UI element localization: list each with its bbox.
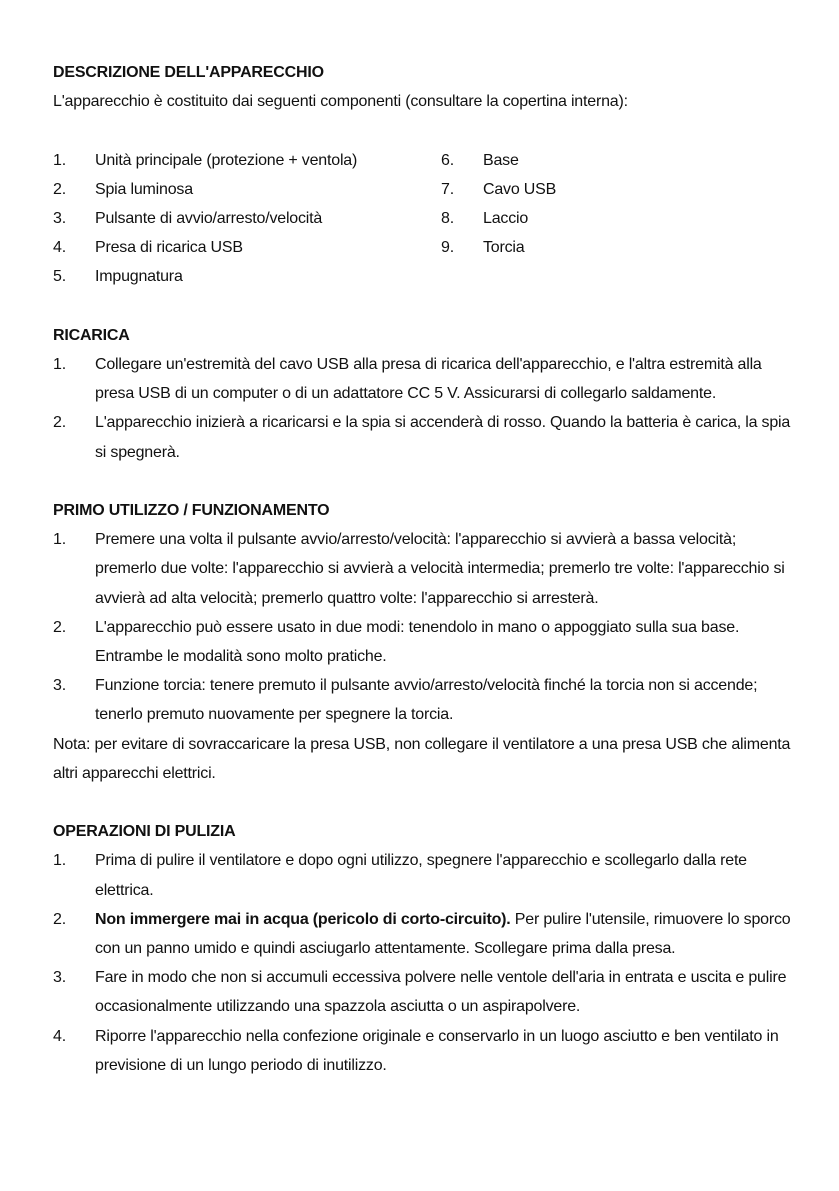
list-item [53, 613, 793, 671]
section-title-cleaning: OPERAZIONI DI PULIZIA [53, 823, 236, 841]
component-label: Spia luminosa [95, 180, 193, 198]
list-number: 3. [53, 677, 66, 695]
list-text: L'apparecchio inizierà a ricaricarsi e la spia si accenderà di rosso. Quando la batteria è carica, la spia si spegnerà. [95, 414, 791, 461]
component-label: Laccio [483, 210, 529, 227]
description-intro: L'apparecchio è costituito dai seguenti componenti (consultare la copertina interna): [53, 93, 628, 111]
list-text: Per pulire l'utensile, rimuovere lo sporco con un panno umido e quindi asciugarlo attentamente. Scollegare prima dalla presa. [95, 910, 791, 958]
list-item [441, 233, 781, 262]
warning-text: Non immergere mai in acqua (pericolo di corto-circuito). [95, 910, 511, 928]
section-title-charging: RICARICA [53, 326, 130, 344]
list-number: 2. [53, 414, 66, 432]
list-item [53, 963, 793, 1021]
list-number: 1. [53, 151, 66, 169]
first-use-list [53, 525, 793, 729]
list-item [53, 233, 441, 262]
list-number: 1. [53, 852, 66, 870]
document-page [53, 58, 793, 1080]
list-text: Fare in modo che non si accumuli eccessiva polvere nelle ventole dell'aria in entrata e uscita e pulire occasionalmente utilizzando una spazzola asciutta o un aspirapolvere. [95, 969, 787, 1016]
list-item [53, 262, 441, 291]
list-number: 2. [53, 180, 66, 198]
section-cleaning [53, 817, 793, 1080]
list-number: 3. [53, 969, 66, 987]
section-title-description: DESCRIZIONE DELL'APPARECCHIO [53, 64, 324, 81]
list-item [53, 525, 793, 613]
list-number: 4. [53, 1027, 66, 1045]
list-item [53, 204, 441, 233]
list-item [441, 204, 781, 233]
components-left-column [53, 146, 441, 292]
list-text: Premere una volta il pulsante avvio/arresto/velocità: l'apparecchio si avvierà a bassa velocità; premerlo due volte: l'apparecchio si avvierà a velocità intermedia; premerlo tre volte: l'apparecchio si avvierà ad alta velocità; premerlo quattro volte: l'apparecchio si arresterà. [95, 531, 785, 607]
usb-note: Nota: per evitare di sovraccaricare la presa USB, non collegare il ventilatore a una presa USB che alimenta altri apparecchi elettrici. [53, 735, 791, 782]
components-list [53, 146, 793, 292]
list-number: 2. [53, 618, 66, 636]
charging-list [53, 350, 793, 467]
list-item [441, 175, 781, 204]
list-number: 5. [53, 268, 66, 286]
list-number: 7. [441, 180, 454, 198]
list-text: Riporre l'apparecchio nella confezione originale e conservarlo in un luogo asciutto e ben ventilato in previsione di un lungo periodo di inutilizzo. [95, 1027, 779, 1074]
list-item [53, 1022, 793, 1080]
list-item [53, 408, 793, 466]
list-number: 9. [441, 239, 454, 257]
list-number: 4. [53, 239, 66, 257]
components-right-column [441, 146, 781, 292]
section-first-use [53, 496, 793, 788]
list-text: Collegare un'estremità del cavo USB alla presa di ricarica dell'apparecchio, e l'altra estremità alla presa USB di un computer o di un adattatore CC 5 V. Assicurarsi di collegarlo saldamente. [95, 356, 762, 403]
list-text: Funzione torcia: tenere premuto il pulsante avvio/arresto/velocità finché la torcia non si accende; tenerlo premuto nuovamente per spegnere la torcia. [95, 677, 758, 724]
list-item [53, 846, 793, 904]
list-item [53, 905, 793, 963]
list-item [53, 671, 793, 729]
list-item [53, 350, 793, 408]
list-number: 1. [53, 356, 66, 373]
list-number: 6. [441, 151, 454, 169]
component-label: Torcia [483, 239, 525, 257]
section-description [53, 58, 793, 292]
section-title-first-use: PRIMO UTILIZZO / FUNZIONAMENTO [53, 502, 330, 519]
component-label: Cavo USB [483, 180, 557, 198]
component-label: Pulsante di avvio/arresto/velocità [95, 210, 323, 227]
component-label: Base [483, 151, 519, 169]
list-item [441, 146, 781, 175]
cleaning-list [53, 846, 793, 1080]
list-number: 3. [53, 210, 66, 227]
component-label: Impugnatura [95, 268, 183, 286]
list-item [53, 146, 441, 175]
list-number: 8. [441, 210, 454, 227]
list-text: Prima di pulire il ventilatore e dopo ogni utilizzo, spegnere l'apparecchio e scollegarlo dalla rete elettrica. [95, 852, 747, 899]
component-label: Unità principale (protezione + ventola) [95, 151, 358, 169]
list-number: 1. [53, 531, 66, 549]
section-charging [53, 321, 793, 467]
list-number: 2. [53, 910, 66, 928]
component-label: Presa di ricarica USB [95, 239, 243, 257]
list-text: L'apparecchio può essere usato in due modi: tenendolo in mano o appoggiato sulla sua base. Entrambe le modalità sono molto pratiche. [95, 618, 740, 666]
list-item [53, 175, 441, 204]
